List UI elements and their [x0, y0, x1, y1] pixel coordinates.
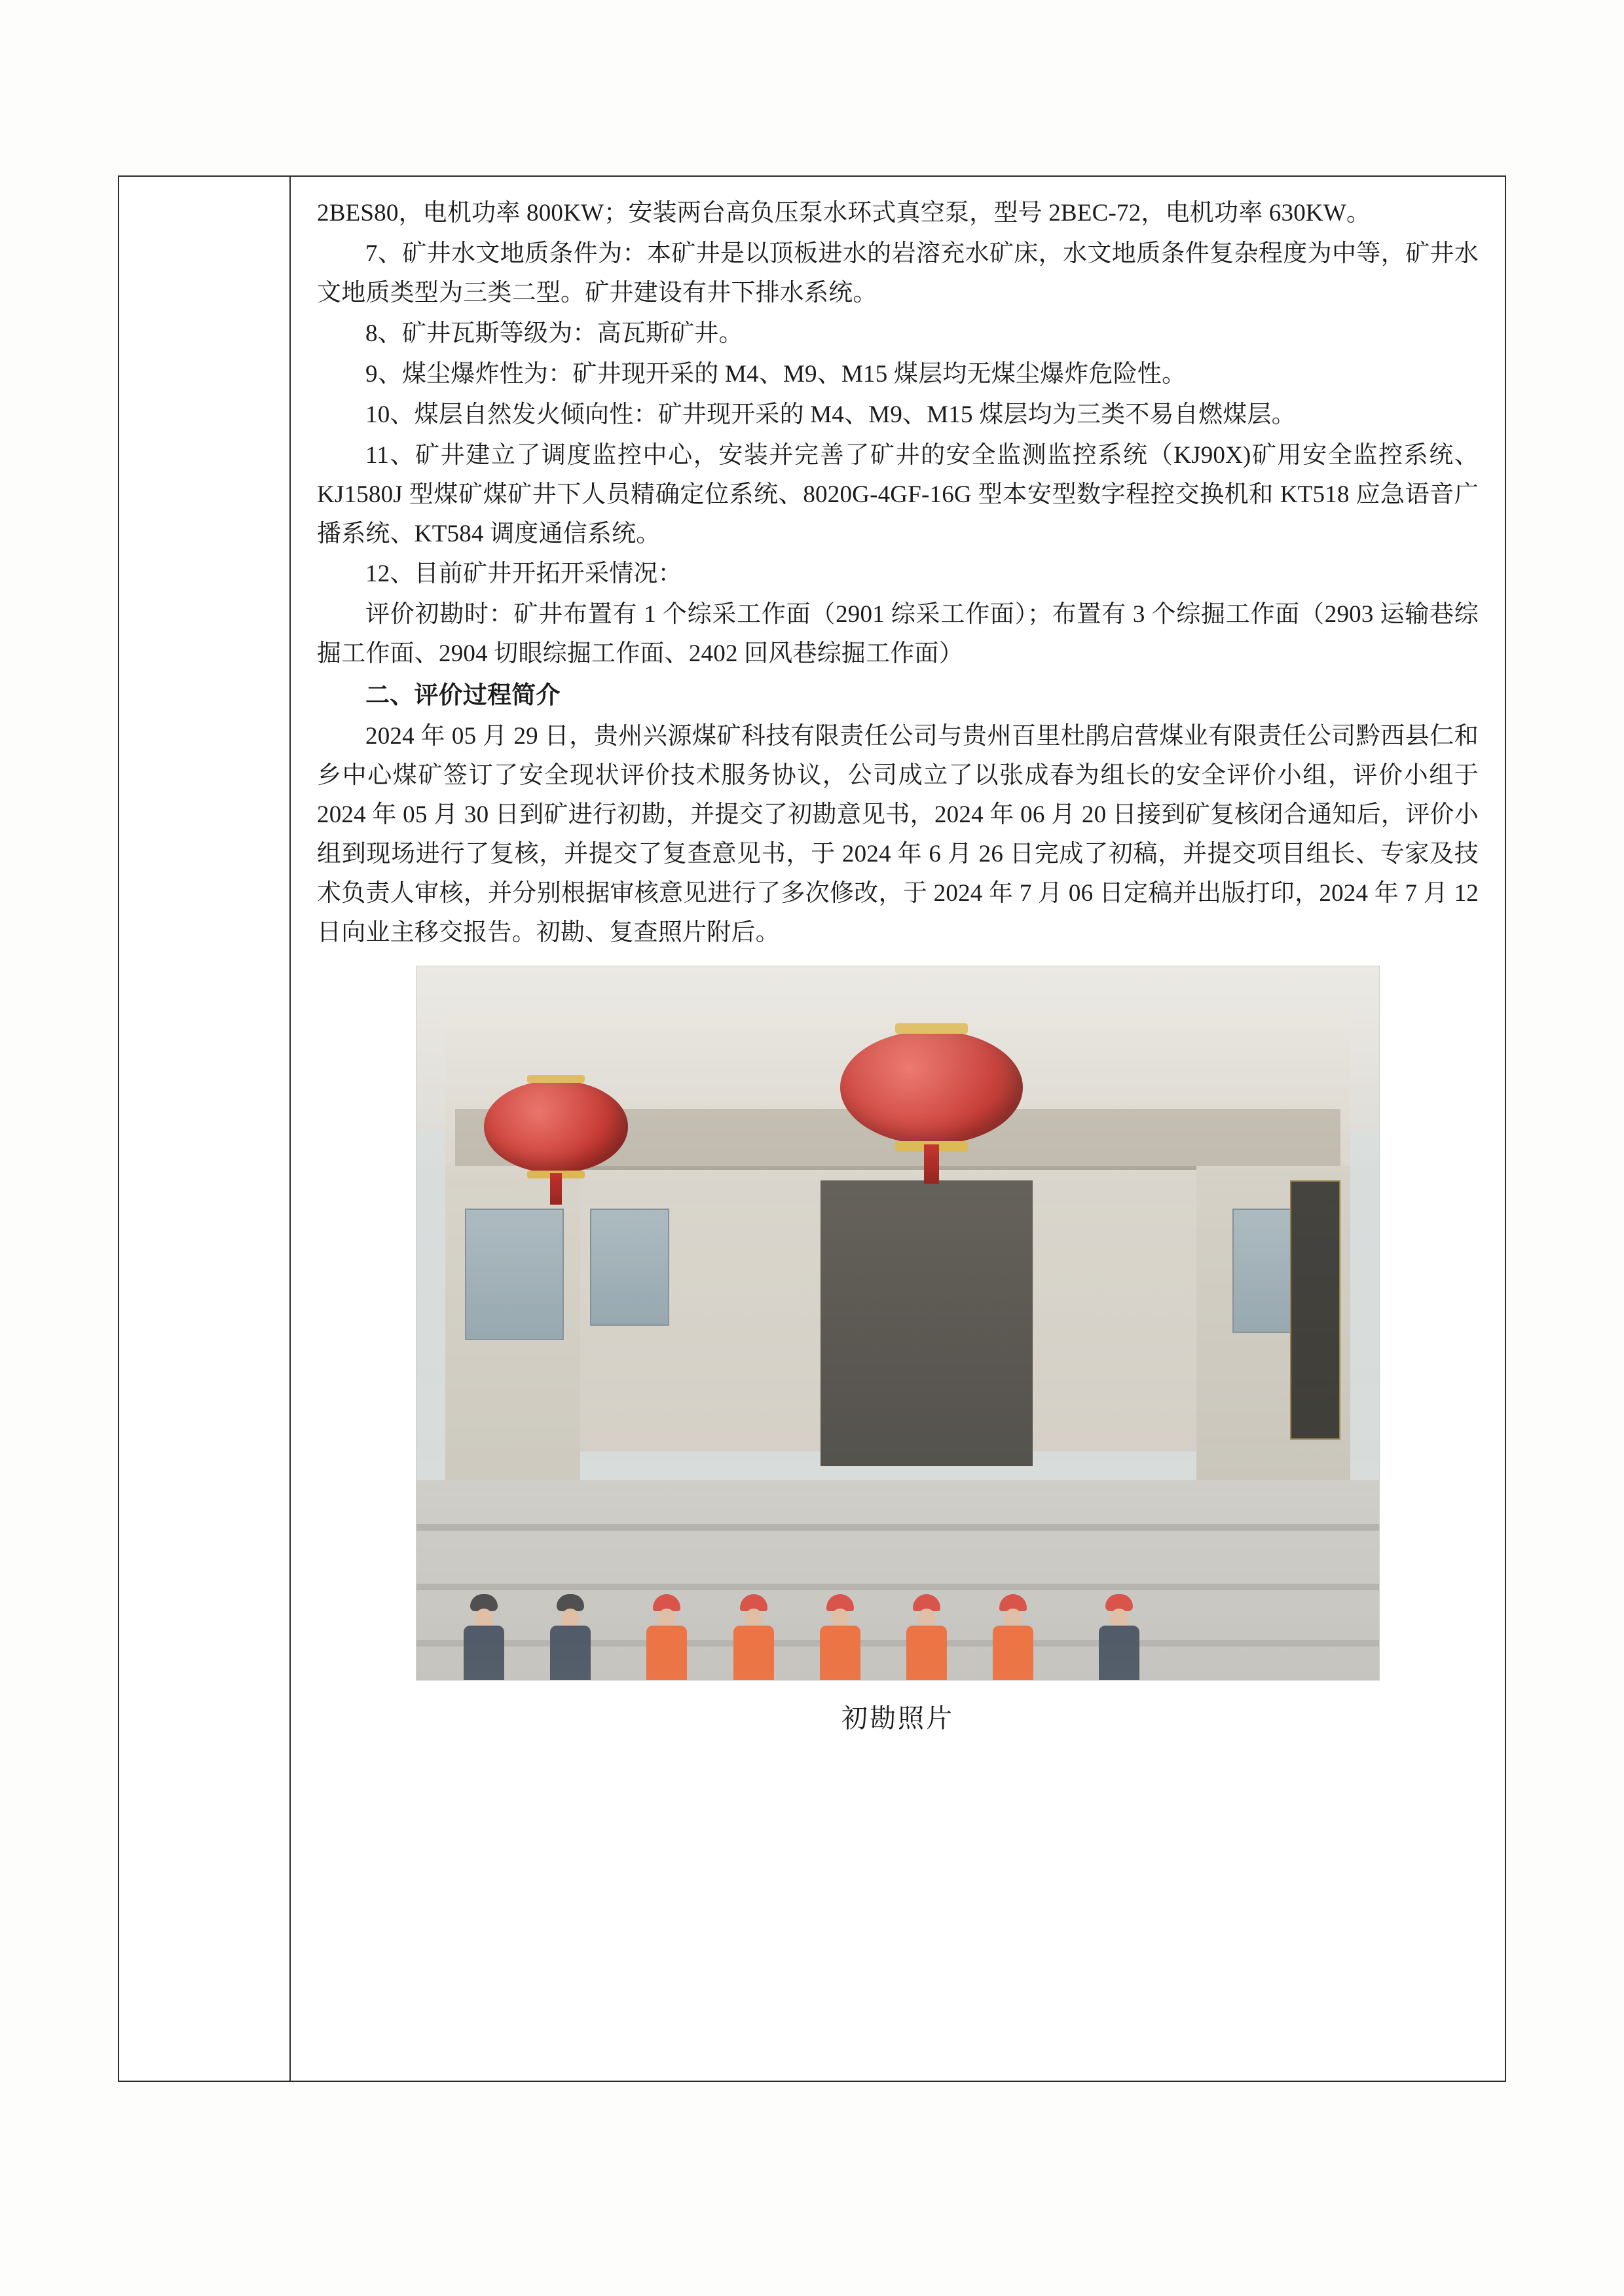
- photo-window: [590, 1209, 670, 1325]
- paragraph-4: 10、煤层自然发火倾向性：矿井现开采的 M4、M9、M15 煤层均为三类不易自燃煤层。: [365, 401, 1296, 428]
- photo-window: [465, 1209, 564, 1339]
- photo-banner: [1290, 1180, 1341, 1440]
- photo-doorway: [821, 1180, 1032, 1466]
- paragraph-2: 8、矿井瓦斯等级为：高瓦斯矿井。: [365, 319, 743, 347]
- content-table: [118, 175, 1506, 2082]
- process-paragraph: 2024 年 05 月 29 日，贵州兴源煤矿科技有限责任公司与贵州百里杜鹃启营煤业有限责任公司黔西县仁和乡中心煤矿签订了安全现状评价技术服务协议，公司成立了以张成春为组长的安全评价小组，评价小组于 2024 年 05 月 30 日到矿进行初勘，并提交了初勘意见书，2024 年 06 月 20 日接到矿复核闭合通知后，评价小组到现场进行了复核，并提交了复查意见书，于 2024 年 6 月 26 日完成了初稿，并提交项目组长、专家及技术负责人审核，并分别根据审核意见进行了多次修改，于 2024 年 7 月 06 日定稿并出版打印，2024 年 7 月 12 日向业主移交报告。初勘、复查照片附后。: [317, 723, 1479, 946]
- paragraph-3: 9、煤尘爆炸性为：矿井现开采的 M4、M9、M15 煤层均无煤尘爆炸危险性。: [365, 360, 1187, 388]
- paragraph-6: 12、目前矿井开拓开采情况：: [365, 560, 682, 588]
- section-heading: 二、评价过程简介: [365, 682, 561, 710]
- photo-caption: 初勘照片: [841, 1703, 954, 1733]
- paragraph-7: 评价初勘时：矿井布置有 1 个综采工作面（2901 综采工作面）；布置有 3 个综掘工作面（2903 运输巷综掘工作面、2904 切眼综掘工作面、2402 回风巷综掘工作面）: [317, 601, 1479, 668]
- red-lantern-icon: [840, 1030, 1023, 1144]
- table-right-column: [291, 177, 1505, 2081]
- survey-photo: [416, 966, 1380, 1681]
- red-lantern-icon: [484, 1080, 629, 1173]
- table-left-column: [119, 177, 291, 2081]
- document-body: [317, 194, 1479, 954]
- paragraph-5: 11、矿井建立了调度监控中心，安装并完善了矿井的安全监测监控系统（KJ90X)矿用安全监控系统、KJ1580J 型煤矿煤矿井下人员精确定位系统、8020G-4GF-16G 型本安型数字程控交换机和 KT518 应急语音广播系统、KT584 调度通信系统。: [317, 441, 1479, 547]
- paragraph-1: 7、矿井水文地质条件为：本矿井是以顶板进水的岩溶充水矿床，水文地质条件复杂程度为中等，矿井水文地质类型为三类二型。矿井建设有井下排水系统。: [317, 240, 1479, 306]
- photo-block: [317, 966, 1479, 1735]
- paragraph-0: 2BES80，电机功率 800KW；安装两台高负压泵水环式真空泵，型号 2BEC-72，电机功率 630KW。: [317, 200, 1371, 227]
